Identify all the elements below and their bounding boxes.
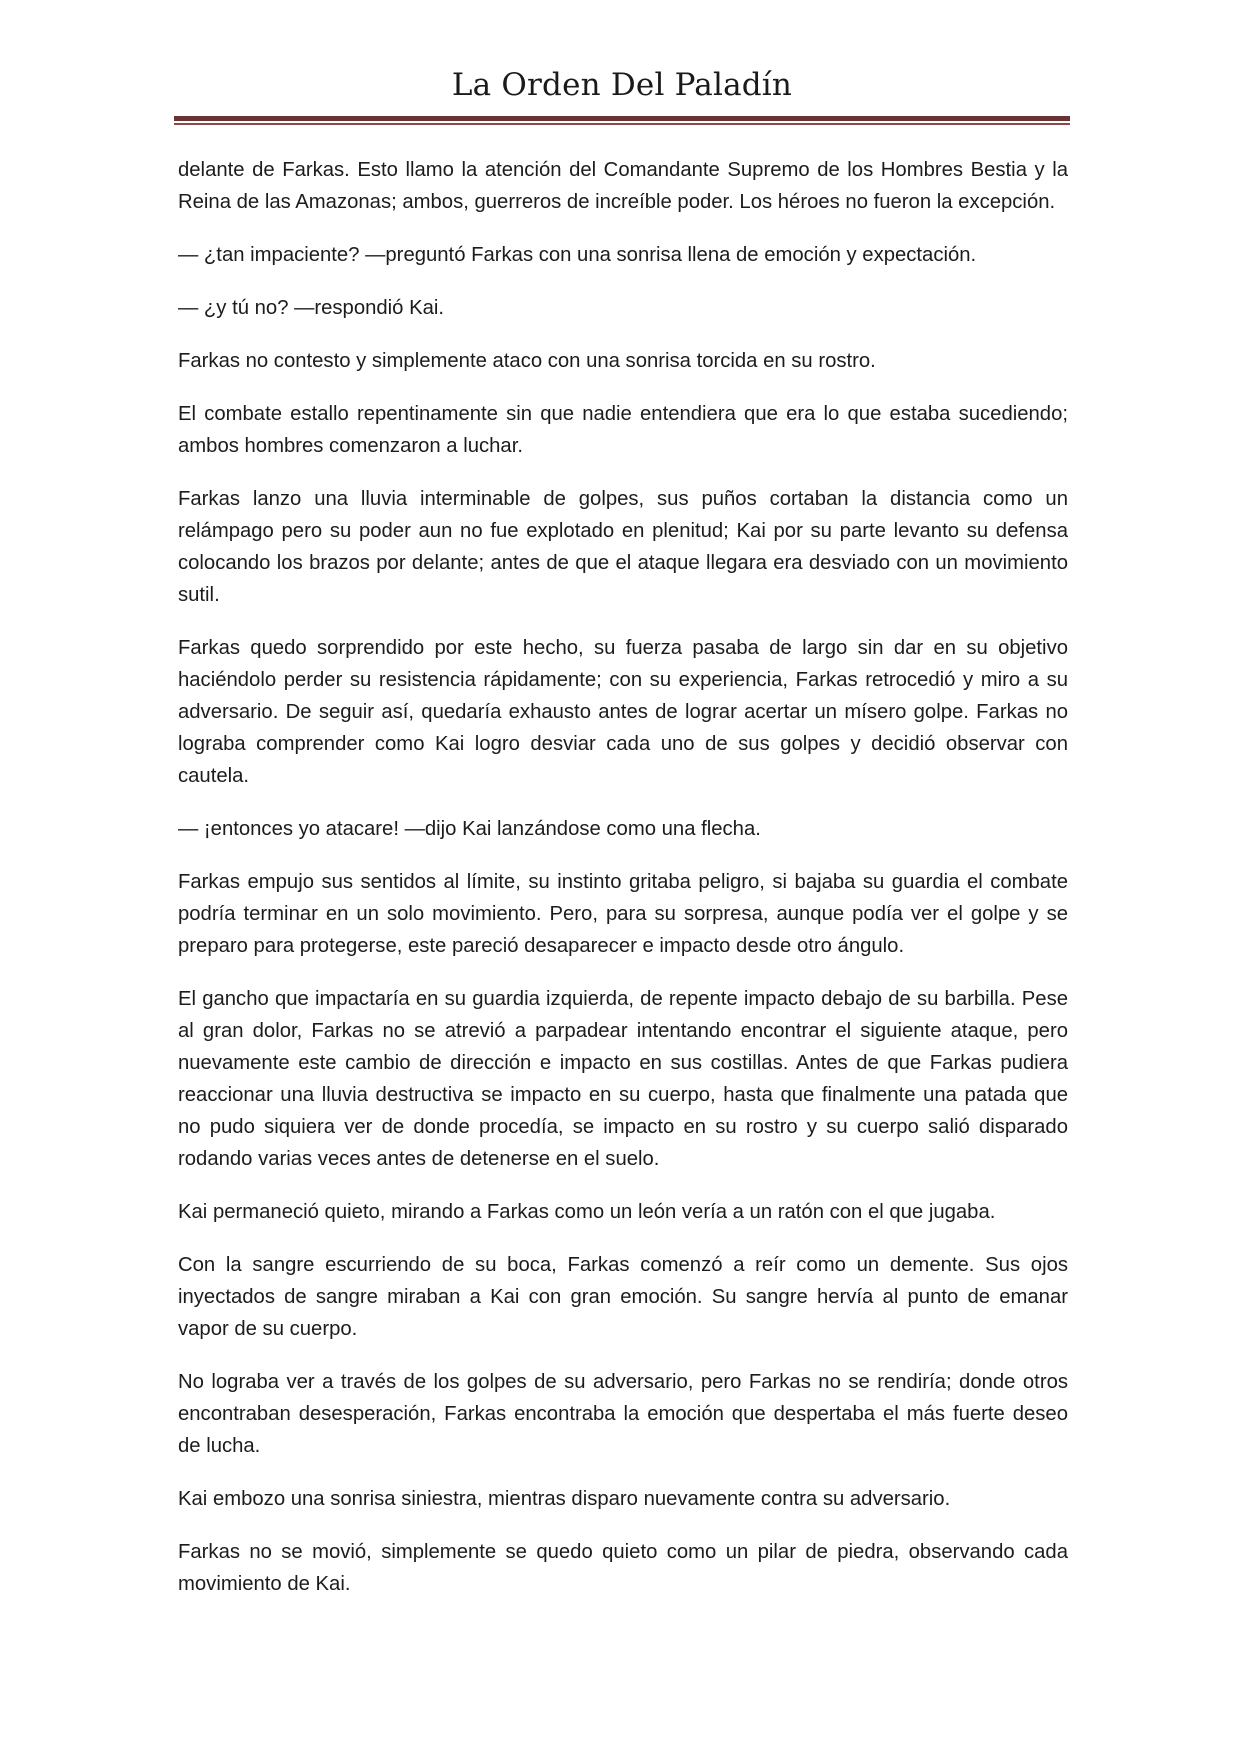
paragraph: — ¿tan impaciente? —preguntó Farkas con una sonrisa llena de emoción y expectación. bbox=[178, 244, 977, 266]
page-header bbox=[174, 67, 1070, 103]
paragraph: Farkas no se movió, simplemente se quedo quieto como un pilar de piedra, observando cada movimiento de Kai. bbox=[178, 1541, 1068, 1595]
paragraph: Farkas no contesto y simplemente ataco con una sonrisa torcida en su rostro. bbox=[178, 350, 876, 372]
paragraph: — ¡entonces yo atacare! —dijo Kai lanzándose como una flecha. bbox=[178, 818, 761, 840]
header-rule-thick bbox=[174, 116, 1070, 121]
paragraph: Kai permaneció quieto, mirando a Farkas como un león vería a un ratón con el que jugaba. bbox=[178, 1201, 996, 1223]
paragraph: El combate estallo repentinamente sin que nadie entendiera que era lo que estaba sucediendo; ambos hombres comenzaron a luchar. bbox=[178, 403, 1068, 457]
paragraph: El gancho que impactaría en su guardia izquierda, de repente impacto debajo de su barbilla. Pese al gran dolor, Farkas no se atrevió a parpadear intentando encontrar el siguiente ataque, pero nuevamente este cambio de dirección e impacto en sus costillas. Antes de que Farkas pudiera reaccionar una lluvia destructiva se impacto en su cuerpo, hasta que finalmente una patada que no pudo siquiera ver de donde procedía, se impacto en su rostro y su cuerpo salió disparado rodando varias veces antes de detenerse en el suelo. bbox=[178, 988, 1068, 1170]
paragraph: delante de Farkas. Esto llamo la atención del Comandante Supremo de los Hombres Bestia y la Reina de las Amazonas; ambos, guerreros de increíble poder. Los héroes no fueron la excepción. bbox=[178, 159, 1068, 213]
paragraph: Farkas quedo sorprendido por este hecho, su fuerza pasaba de largo sin dar en su objetivo haciéndolo perder su resistencia rápidamente; con su experiencia, Farkas retrocedió y miro a su adversario. De seguir así, quedaría exhausto antes de lograr acertar un mísero golpe. Farkas no lograba comprender como Kai logro desviar cada uno de sus golpes y decidió observar con cautela. bbox=[178, 637, 1068, 787]
header-title: La Orden Del Paladín bbox=[451, 67, 793, 103]
header-rule-thin bbox=[174, 123, 1070, 125]
body-text bbox=[178, 154, 1068, 1621]
paragraph: Farkas lanzo una lluvia interminable de golpes, sus puños cortaban la distancia como un relámpago pero su poder aun no fue explotado en plenitud; Kai por su parte levanto su defensa colocando los brazos por delante; antes de que el ataque llegara era desviado con un movimiento sutil. bbox=[178, 488, 1068, 606]
paragraph: — ¿y tú no? —respondió Kai. bbox=[178, 297, 445, 319]
paragraph: Kai embozo una sonrisa siniestra, mientras disparo nuevamente contra su adversario. bbox=[178, 1488, 951, 1510]
paragraph: Con la sangre escurriendo de su boca, Farkas comenzó a reír como un demente. Sus ojos inyectados de sangre miraban a Kai con gran emoción. Su sangre hervía al punto de emanar vapor de su cuerpo. bbox=[178, 1254, 1068, 1340]
paragraph: No lograba ver a través de los golpes de su adversario, pero Farkas no se rendiría; donde otros encontraban desesperación, Farkas encontraba la emoción que despertaba el más fuerte deseo de lucha. bbox=[178, 1371, 1068, 1457]
paragraph: Farkas empujo sus sentidos al límite, su instinto gritaba peligro, si bajaba su guardia el combate podría terminar en un solo movimiento. Pero, para su sorpresa, aunque podía ver el golpe y se preparo para protegerse, este pareció desaparecer e impacto desde otro ángulo. bbox=[178, 871, 1068, 957]
